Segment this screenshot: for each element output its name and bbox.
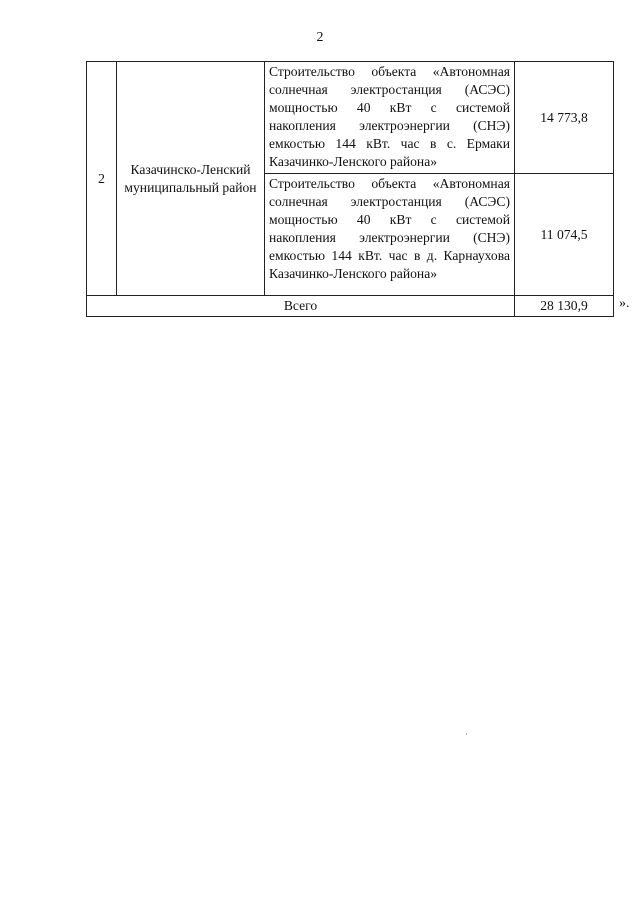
budget-table: [86, 61, 614, 317]
municipality-name: Казачинско-Ленский муниципальный район: [124, 161, 257, 195]
scan-speck: [466, 733, 467, 735]
table-row: [87, 62, 614, 174]
total-amount: 28 130,9: [515, 296, 614, 317]
municipality-cell: [117, 62, 265, 296]
table-total-row: [87, 296, 614, 317]
row-number-cell: 2: [87, 62, 117, 296]
closing-quote-mark: ».: [619, 296, 630, 311]
project-description: Строительство объекта «Автономная солнечная электростанция (АСЭС) мощностью 40 кВт с системой накопления электроэнергии (СНЭ) емкостью 144 кВт. час в д. Карнаухова Казачинко-Ленского района»: [269, 176, 510, 281]
project-description-cell: [265, 62, 515, 174]
project-description: Строительство объекта «Автономная солнечная электростанция (АСЭС) мощностью 40 кВт с системой накопления электроэнергии (СНЭ) емкостью 144 кВт. час в с. Ермаки Казачинко-Ленского района»: [269, 64, 510, 169]
project-description-cell: [265, 174, 515, 296]
page-number: 2: [316, 30, 324, 45]
project-amount-cell: 11 074,5: [515, 174, 614, 296]
project-amount-cell: 14 773,8: [515, 62, 614, 174]
total-label: Всего: [87, 296, 515, 317]
